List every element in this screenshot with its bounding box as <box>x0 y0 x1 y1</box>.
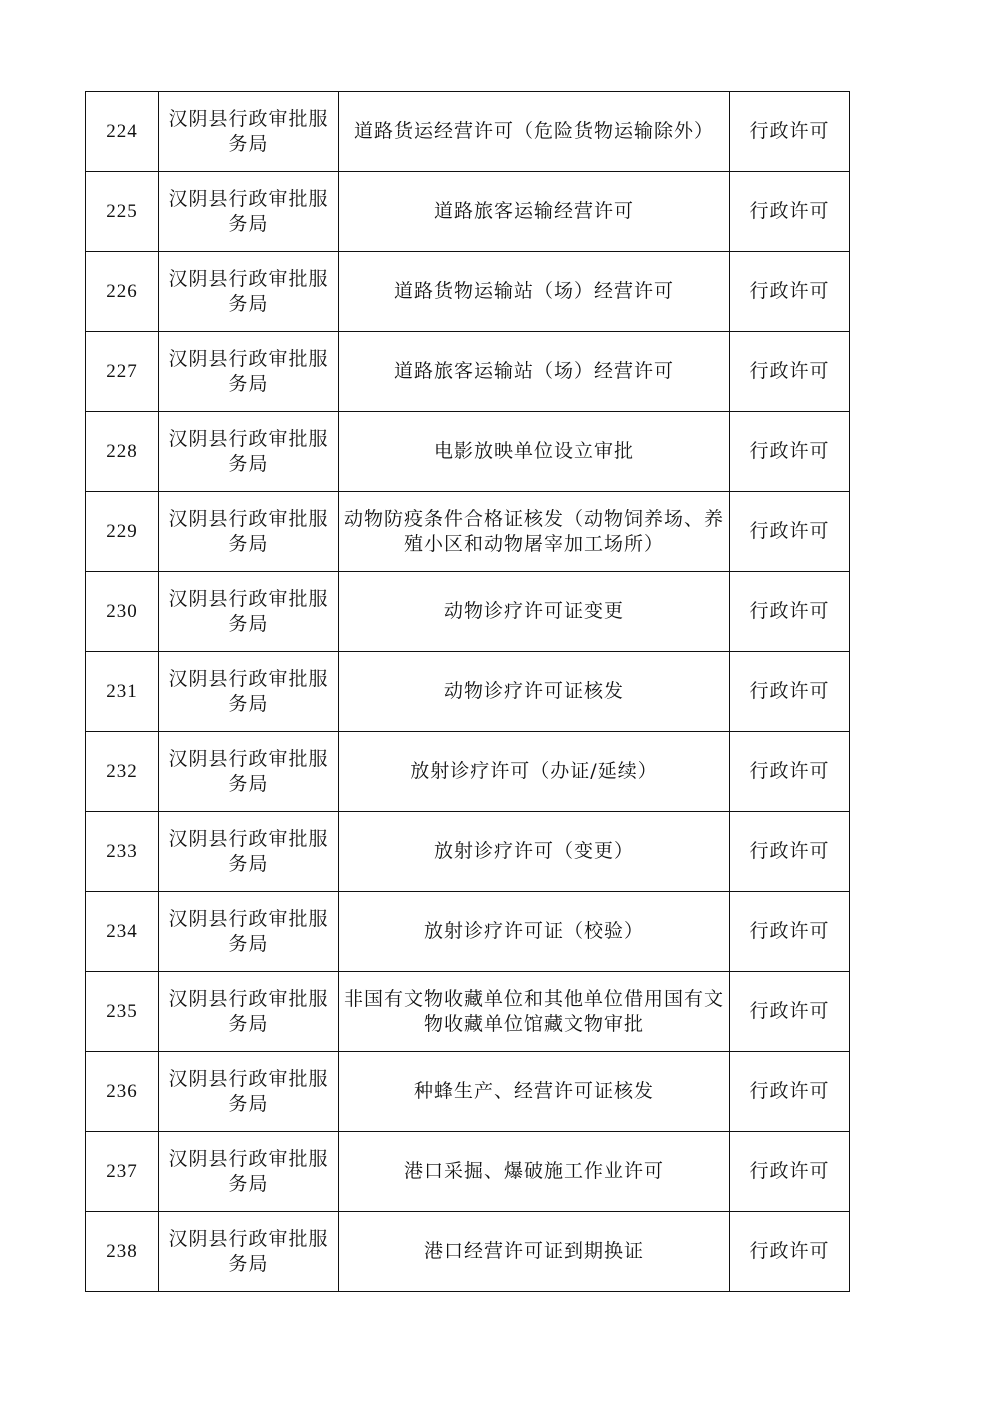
item-type-cell: 行政许可 <box>730 812 850 892</box>
item-type-cell: 行政许可 <box>730 1132 850 1212</box>
table-row <box>86 1212 850 1292</box>
table-body <box>86 92 850 1292</box>
item-name-cell: 港口经营许可证到期换证 <box>339 1212 730 1292</box>
row-number: 228 <box>86 412 159 492</box>
item-name-cell: 动物诊疗许可证变更 <box>339 572 730 652</box>
row-number: 235 <box>86 972 159 1052</box>
row-number: 238 <box>86 1212 159 1292</box>
item-type-cell: 行政许可 <box>730 972 850 1052</box>
row-number: 233 <box>86 812 159 892</box>
department-cell: 汉阴县行政审批服务局 <box>159 812 339 892</box>
table-row <box>86 1132 850 1212</box>
department-cell: 汉阴县行政审批服务局 <box>159 92 339 172</box>
department-cell: 汉阴县行政审批服务局 <box>159 1212 339 1292</box>
item-name-cell: 放射诊疗许可（办证/延续） <box>339 732 730 812</box>
table-row <box>86 732 850 812</box>
row-number: 229 <box>86 492 159 572</box>
table-row <box>86 972 850 1052</box>
item-name-cell: 港口采掘、爆破施工作业许可 <box>339 1132 730 1212</box>
item-name-cell: 道路货运经营许可（危险货物运输除外） <box>339 92 730 172</box>
row-number: 232 <box>86 732 159 812</box>
row-number: 224 <box>86 92 159 172</box>
item-name-cell: 放射诊疗许可（变更） <box>339 812 730 892</box>
item-name-cell: 动物防疫条件合格证核发（动物饲养场、养殖小区和动物屠宰加工场所） <box>339 492 730 572</box>
row-number: 227 <box>86 332 159 412</box>
item-type-cell: 行政许可 <box>730 492 850 572</box>
item-type-cell: 行政许可 <box>730 252 850 332</box>
item-type-cell: 行政许可 <box>730 652 850 732</box>
item-type-cell: 行政许可 <box>730 332 850 412</box>
department-cell: 汉阴县行政审批服务局 <box>159 652 339 732</box>
department-cell: 汉阴县行政审批服务局 <box>159 572 339 652</box>
item-type-cell: 行政许可 <box>730 732 850 812</box>
approval-items-table <box>85 91 850 1292</box>
item-name-cell: 动物诊疗许可证核发 <box>339 652 730 732</box>
department-cell: 汉阴县行政审批服务局 <box>159 892 339 972</box>
row-number: 234 <box>86 892 159 972</box>
table-row <box>86 812 850 892</box>
row-number: 230 <box>86 572 159 652</box>
item-name-cell: 非国有文物收藏单位和其他单位借用国有文物收藏单位馆藏文物审批 <box>339 972 730 1052</box>
row-number: 237 <box>86 1132 159 1212</box>
item-type-cell: 行政许可 <box>730 1052 850 1132</box>
table-row <box>86 652 850 732</box>
table-row <box>86 892 850 972</box>
table-row <box>86 572 850 652</box>
row-number: 226 <box>86 252 159 332</box>
department-cell: 汉阴县行政审批服务局 <box>159 1132 339 1212</box>
item-type-cell: 行政许可 <box>730 892 850 972</box>
item-type-cell: 行政许可 <box>730 412 850 492</box>
item-name-cell: 种蜂生产、经营许可证核发 <box>339 1052 730 1132</box>
row-number: 236 <box>86 1052 159 1132</box>
item-type-cell: 行政许可 <box>730 1212 850 1292</box>
department-cell: 汉阴县行政审批服务局 <box>159 492 339 572</box>
table-row <box>86 252 850 332</box>
department-cell: 汉阴县行政审批服务局 <box>159 332 339 412</box>
item-name-cell: 电影放映单位设立审批 <box>339 412 730 492</box>
item-name-cell: 道路旅客运输经营许可 <box>339 172 730 252</box>
department-cell: 汉阴县行政审批服务局 <box>159 172 339 252</box>
table-row <box>86 172 850 252</box>
table-row <box>86 1052 850 1132</box>
department-cell: 汉阴县行政审批服务局 <box>159 252 339 332</box>
table-row <box>86 492 850 572</box>
department-cell: 汉阴县行政审批服务局 <box>159 972 339 1052</box>
table-row <box>86 412 850 492</box>
table-row <box>86 92 850 172</box>
table-row <box>86 332 850 412</box>
item-name-cell: 道路旅客运输站（场）经营许可 <box>339 332 730 412</box>
department-cell: 汉阴县行政审批服务局 <box>159 1052 339 1132</box>
item-type-cell: 行政许可 <box>730 172 850 252</box>
item-name-cell: 放射诊疗许可证（校验） <box>339 892 730 972</box>
item-type-cell: 行政许可 <box>730 572 850 652</box>
department-cell: 汉阴县行政审批服务局 <box>159 732 339 812</box>
item-name-cell: 道路货物运输站（场）经营许可 <box>339 252 730 332</box>
department-cell: 汉阴县行政审批服务局 <box>159 412 339 492</box>
item-type-cell: 行政许可 <box>730 92 850 172</box>
row-number: 225 <box>86 172 159 252</box>
row-number: 231 <box>86 652 159 732</box>
